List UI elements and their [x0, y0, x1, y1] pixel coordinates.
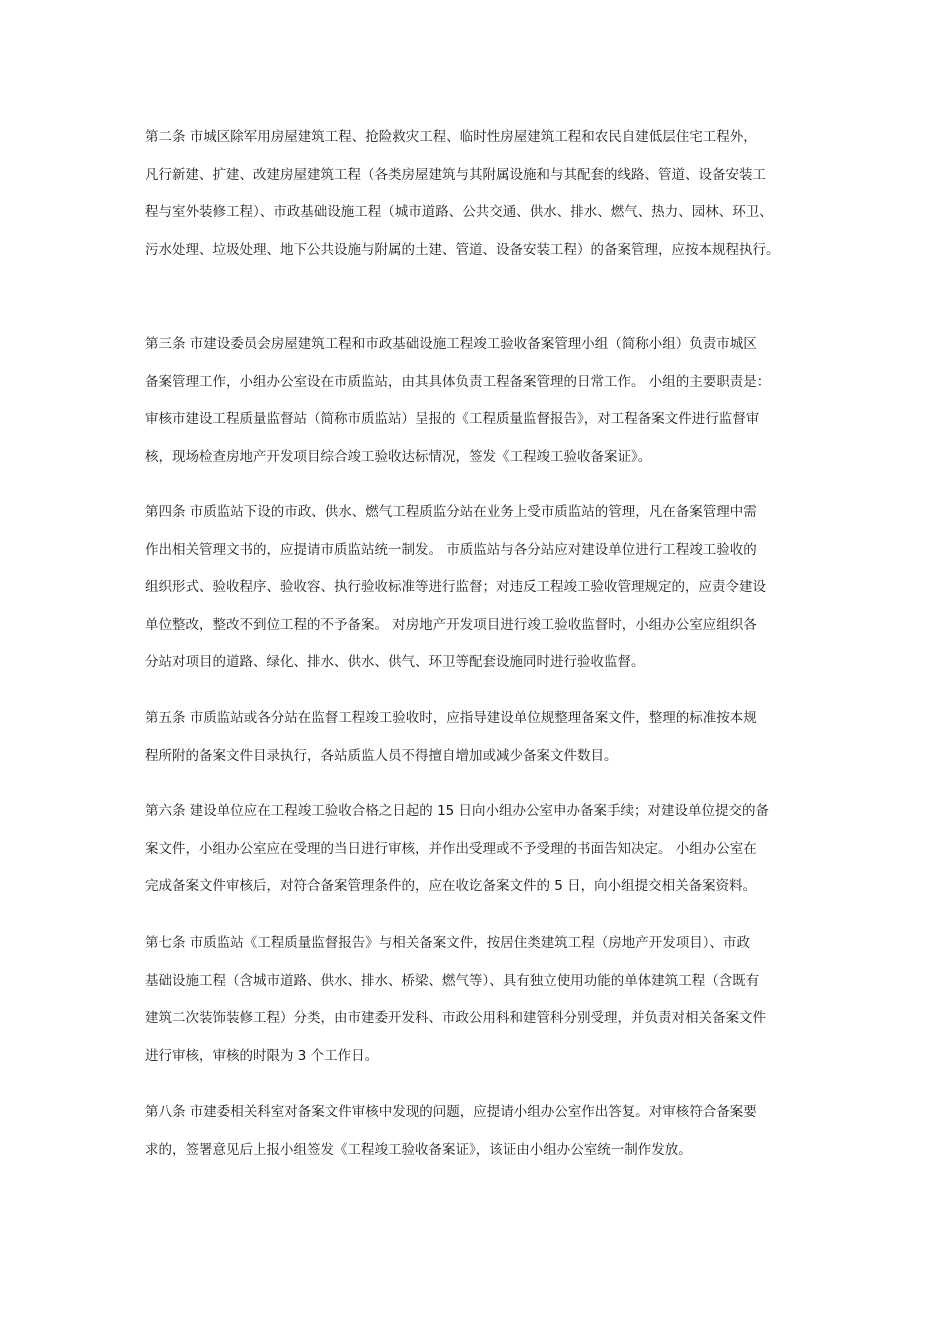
text-line: 作出相关管理文书的，应提请市质监站统一制发。 市质监站与各分站应对建设单位进行工程竣工验收的	[145, 541, 757, 558]
article-6-paragraph	[145, 801, 825, 914]
text-line: 单位整改，整改不到位工程的不予备案。 对房地产开发项目进行竣工验收监督时，小组办公室应组织各	[145, 616, 757, 633]
text-line: 第七条 市质监站《工程质量监督报告》与相关备案文件，按居住类建筑工程（房地产开发项目）、市政	[145, 935, 751, 951]
article-8-paragraph	[145, 1102, 825, 1177]
text-line: 组织形式、验收程序、验收容、执行验收标准等进行监督；对违反工程竣工验收管理规定的，应责令建设	[145, 579, 766, 595]
text-line: 第三条 市建设委员会房屋建筑工程和市政基础设施工程竣工验收备案管理小组（简称小组）负责市城区	[145, 336, 757, 352]
text-line: 程与室外装修工程）、市政基础设施工程（城市道路、公共交通、供水、排水、燃气、热力、园林、环卫、	[145, 204, 773, 220]
text-line: 凡行新建、扩建、改建房屋建筑工程（各类房屋建筑与其附属设施和与其配套的线路、管道、设备安装工	[145, 166, 766, 183]
text-line: 第四条 市质监站下设的市政、供水、燃气工程质监分站在业务上受市质监站的管理，凡在备案管理中需	[145, 504, 757, 520]
article-3-paragraph	[145, 334, 825, 484]
article-2-paragraph	[145, 127, 825, 277]
text-line: 进行审核，审核的时限为 3 个工作日。	[145, 1047, 379, 1064]
text-line: 第八条 市建委相关科室对备案文件审核中发现的问题，应提请小组办公室作出答复。对审核符合备案要	[145, 1104, 757, 1120]
text-line: 建筑二次装饰装修工程）分类，由市建委开发科、市政公用科和建管科分别受理，并负责对相关备案文件	[145, 1010, 766, 1026]
text-line: 求的，签署意见后上报小组签发《工程竣工验收备案证》，该证由小组办公室统一制作发放。	[145, 1141, 692, 1158]
text-line: 基础设施工程（含城市道路、供水、排水、桥梁、燃气等）、具有独立使用功能的单体建筑工程（含既有	[145, 972, 760, 989]
text-line: 案文件，小组办公室应在受理的当日进行审核，并作出受理或不予受理的书面告知决定。 小组办公室在	[145, 840, 757, 857]
text-line: 程所附的备案文件目录执行，各站质监人员不得擅自增加或减少备案文件数目。	[145, 747, 618, 764]
text-line: 审核市建设工程质量监督站（简称市质监站）呈报的《工程质量监督报告》，对工程备案文件进行监督审	[145, 411, 760, 427]
text-line: 第二条 市城区除军用房屋建筑工程、抢险救灾工程、临时性房屋建筑工程和农民自建低层住宅工程外，	[145, 129, 757, 145]
article-7-paragraph	[145, 933, 825, 1083]
text-line: 核，现场检查房地产开发项目综合竣工验收达标情况，签发《工程竣工验收备案证》。	[145, 448, 652, 465]
text-line: 第六条 建设单位应在工程竣工验收合格之日起的 15 日向小组办公室申办备案手续；对建设单位提交的备	[145, 803, 770, 819]
text-line: 备案管理工作，小组办公室设在市质监站，由其具体负责工程备案管理的日常工作。 小组的主要职责是：	[145, 373, 771, 390]
text-line: 污水处理、垃圾处理、地下公共设施与附属的土建、管道、设备安装工程）的备案管理，应按本规程执行。	[145, 241, 780, 258]
text-line: 完成备案文件审核后，对符合备案管理条件的，应在收讫备案文件的 5 日，向小组提交相关备案资料。	[145, 878, 757, 894]
article-4-paragraph	[145, 502, 825, 690]
article-5-paragraph	[145, 708, 825, 783]
text-line: 分站对项目的道路、绿化、排水、供水、供气、环卫等配套设施同时进行验收监督。	[145, 654, 645, 670]
text-line: 第五条 市质监站或各分站在监督工程竣工验收时，应指导建设单位规整理备案文件，整理的标准按本规	[145, 710, 757, 726]
